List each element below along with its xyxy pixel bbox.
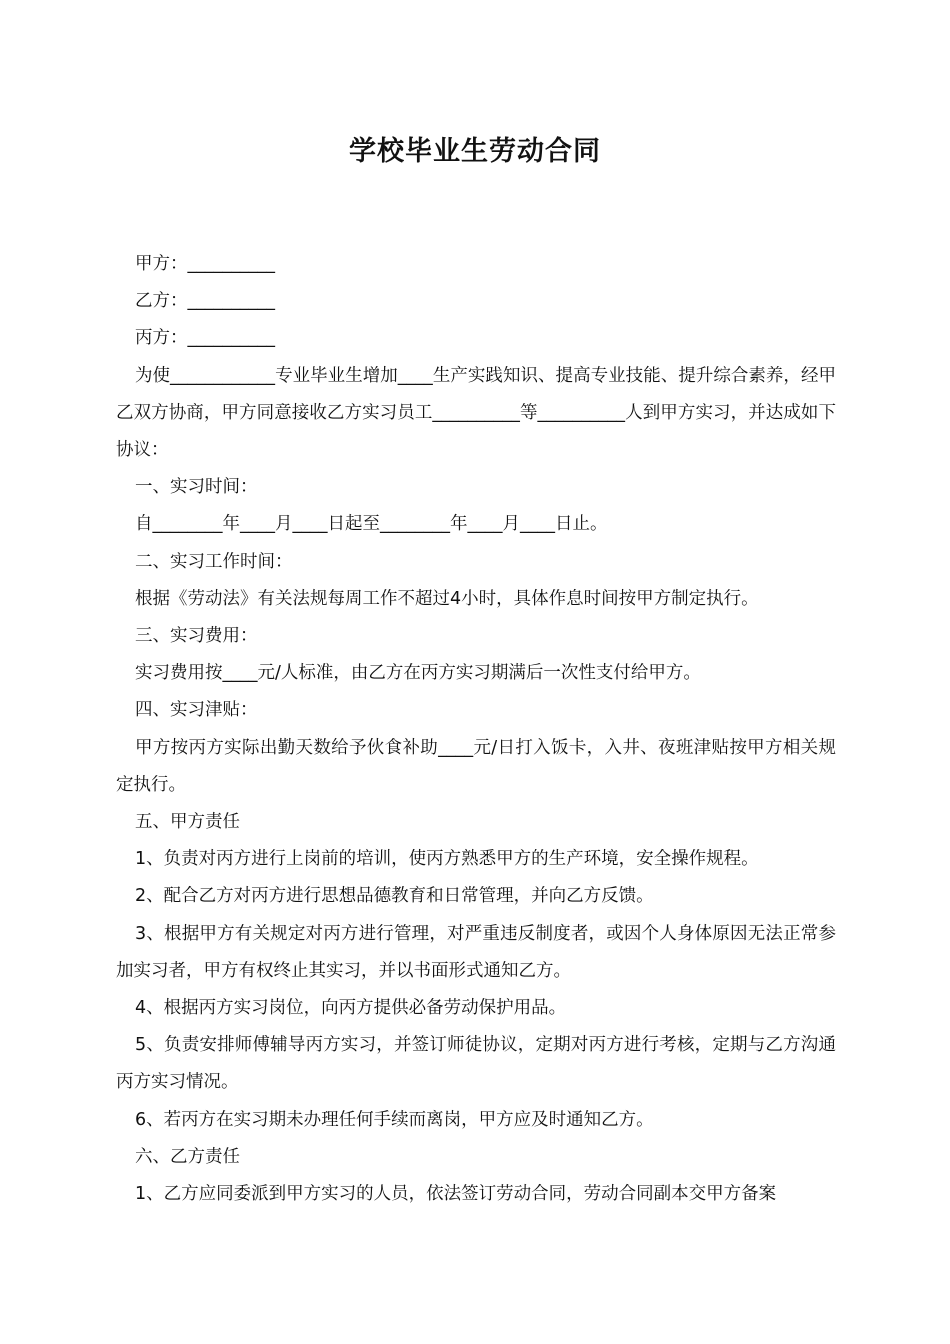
party-a-duty-1: 1、负责对丙方进行上岗前的培训，使丙方熟悉甲方的生产环境，安全操作规程。 (135, 849, 759, 870)
internship-fee-paragraph: 实习费用按____元/人标准，由乙方在丙方实习期满后一次性支付给甲方。 (135, 663, 701, 684)
document-body (116, 246, 836, 1213)
document-title: 学校毕业生劳动合同 (349, 136, 601, 167)
party-a-duty-2: 2、配合乙方对丙方进行思想品德教育和日常管理，并向乙方反馈。 (135, 886, 654, 907)
section-heading-3: 三、实习费用： (135, 626, 258, 647)
section-heading-4: 四、实习津贴： (135, 700, 258, 721)
internship-period: 自________年____月____日起至________年____月____日止。 (135, 514, 608, 535)
allowance-paragraph: 甲方按丙方实际出勤天数给予伙食补助____元/日打入饭卡，入井、夜班津贴按甲方相关规定执行。 (116, 737, 836, 795)
party-a-duty-4: 4、根据丙方实习岗位，向丙方提供必备劳动保护用品。 (135, 998, 567, 1019)
section-heading-2: 二、实习工作时间： (135, 551, 293, 572)
party-c-line: 丙方：__________ (135, 328, 275, 349)
party-a-line: 甲方：__________ (135, 254, 275, 274)
section-heading-1: 一、实习时间： (135, 477, 258, 498)
party-b-duty-1: 1、乙方应同委派到甲方实习的人员，依法签订劳动合同，劳动合同副本交甲方备案 (135, 1184, 777, 1205)
preamble-paragraph: 为使____________专业毕业生增加____生产实践知识、提高专业技能、提升综合素养，经甲乙双方协商，甲方同意接收乙方实习员工__________等__________人到甲方实习，并达成如下协议： (116, 365, 836, 461)
section-heading-5: 五、甲方责任 (135, 812, 240, 833)
party-a-duty-3: 3、根据甲方有关规定对丙方进行管理，对严重违反制度者，或因个人身体原因无法正常参加实习者，甲方有权终止其实习，并以书面形式通知乙方。 (116, 923, 836, 981)
party-a-duty-5: 5、负责安排师傅辅导丙方实习，并签订师徒协议，定期对丙方进行考核，定期与乙方沟通丙方实习情况。 (116, 1035, 836, 1093)
working-hours-paragraph: 根据《劳动法》有关法规每周工作不超过4小时，具体作息时间按甲方制定执行。 (135, 588, 759, 609)
party-b-line: 乙方：__________ (135, 291, 275, 312)
party-a-duty-6: 6、若丙方在实习期未办理任何手续而离岗，甲方应及时通知乙方。 (135, 1109, 654, 1130)
section-heading-6: 六、乙方责任 (135, 1146, 240, 1167)
